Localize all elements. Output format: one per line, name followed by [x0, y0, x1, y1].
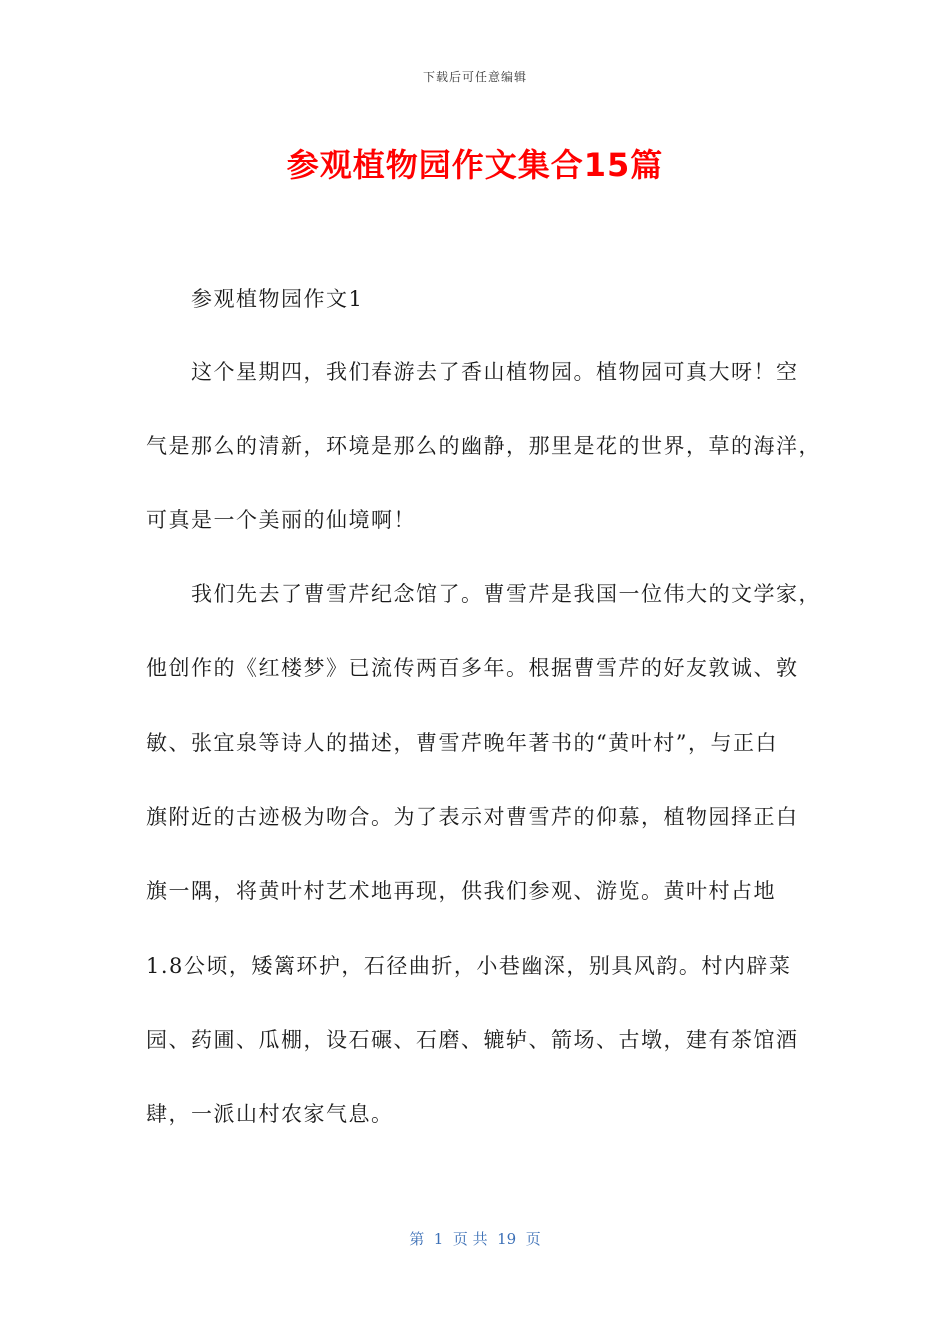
paragraph-line: 肆，一派山村农家气息。 — [146, 1102, 394, 1126]
page-number-footer: 第 1 页 共 19 页 — [409, 1230, 541, 1248]
paragraph-line: 他创作的《红楼梦》已流传两百多年。根据曹雪芹的好友敦诚、敦 — [146, 656, 799, 680]
paragraph-line: 1.8公顷，矮篱环护，石径曲折，小巷幽深，别具风韵。村内辟菜 — [146, 954, 792, 978]
paragraph-line: 敏、张宜泉等诗人的描述，曹雪芹晚年著书的“黄叶村”，与正白 — [146, 731, 778, 755]
paragraph-line: 园、药圃、瓜棚，设石碾、石磨、辘轳、箭场、古墩，建有茶馆酒 — [146, 1028, 799, 1052]
header-note: 下载后可任意编辑 — [422, 70, 527, 84]
document-title: 参观植物园作文集合15篇 — [286, 146, 664, 184]
section-heading: 参观植物园作文1 — [146, 287, 364, 311]
paragraph-line: 气是那么的清新，环境是那么的幽静，那里是花的世界，草的海洋， — [146, 434, 821, 458]
paragraph-line: 旗附近的古迹极为吻合。为了表示对曹雪芹的仰慕，植物园择正白 — [146, 805, 799, 829]
paragraph-line: 这个星期四，我们春游去了香山植物园。植物园可真大呀！空 — [146, 360, 799, 384]
paragraph-line: 我们先去了曹雪芹纪念馆了。曹雪芹是我国一位伟大的文学家， — [146, 582, 821, 606]
paragraph-line: 旗一隅，将黄叶村艺术地再现，供我们参观、游览。黄叶村占地 — [146, 879, 776, 903]
paragraph-line: 可真是一个美丽的仙境啊！ — [146, 508, 416, 532]
